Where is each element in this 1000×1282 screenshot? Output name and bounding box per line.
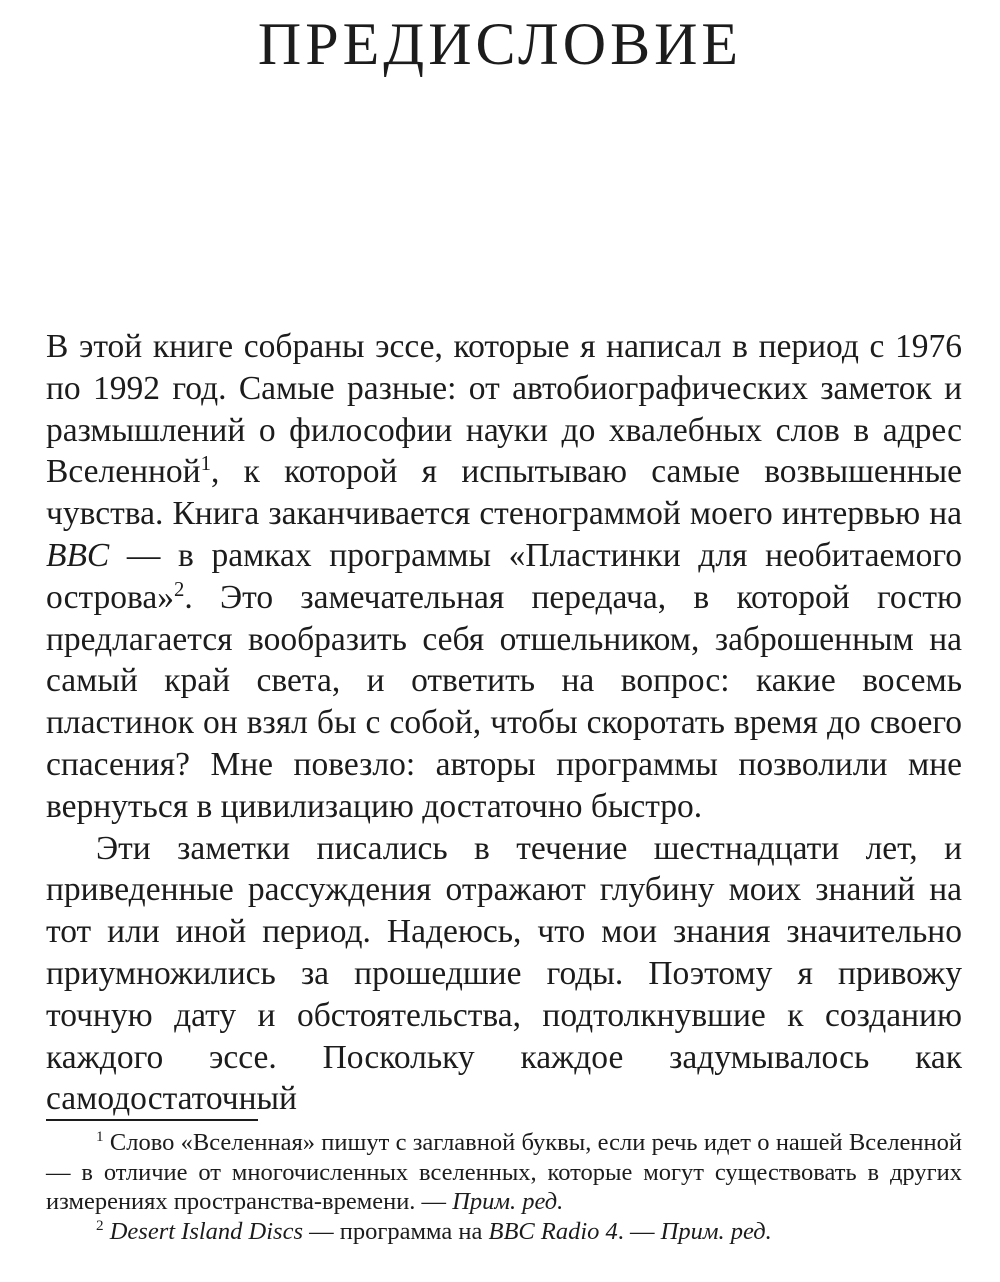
- footnote-1-editor-note: Прим. ред.: [452, 1188, 564, 1215]
- footnote-2-text-mid: — программа на: [302, 1217, 489, 1245]
- paragraph-1-part-4: . Это замечательная передача, в которой гостю предлагается вообразить себя отшельником, заброшенным на самый край света, и ответить на вопрос: какие восемь пластинок он взял бы с собой, чтобы скоротать время до своего спасения? Мне повезло: авторы программы позволили мне вернуться в цивилизацию достаточно быстро.: [46, 578, 962, 825]
- footnote-2-number: 2: [96, 1216, 104, 1234]
- footnote-2-editor-note: Прим. ред.: [660, 1217, 772, 1245]
- footnote-2-station: BBC Radio 4: [488, 1217, 618, 1245]
- paragraph-1-part-1: В этой книге собраны эссе, которые я написал в период с 1976 по 1992 год. Самые разные: от автобиографических заметок и размышлений о философии науки до хвалебных слов в адрес Вселенной: [46, 328, 962, 491]
- footnote-ref-2: 2: [174, 577, 185, 601]
- footnote-2: [46, 1217, 962, 1247]
- chapter-title: ПРЕДИСЛОВИЕ: [257, 11, 743, 77]
- footnote-2-title: Desert Island Discs: [109, 1217, 303, 1245]
- bbc-italic: BBC: [46, 536, 110, 574]
- paragraph-1-part-3: — в рамках программы «Пластинки для необитаемого острова»: [46, 536, 962, 616]
- footnote-1-number: 1: [96, 1127, 104, 1145]
- footnote-2-text-end: . —: [617, 1217, 661, 1245]
- footnote-divider: [46, 1119, 258, 1121]
- footnote-1: [46, 1128, 962, 1217]
- main-text: [46, 326, 962, 1120]
- paragraph-2: Эти заметки писались в течение шестнадцати лет, и приведенные рассуждения отражают глубину моих знаний на тот или иной период. Надеюсь, что мои знания значительно приумножились за прошедшие годы. Поэтому я привожу точную дату и обстоятельства, подтолкнувшие к созданию каждого эссе. Поскольку каждое задумывалось как самодостаточный: [46, 829, 962, 1118]
- footnote-1-text: Слово «Вселенная» пишут с заглавной буквы, если речь идет о нашей Вселенной — в отличие от многочисленных вселенных, которые могут существовать в других измерениях пространства-времени. —: [46, 1129, 962, 1215]
- paragraph-1: [46, 326, 962, 828]
- footnote-ref-1: 1: [200, 452, 212, 476]
- paragraph-1-part-2: , к которой я испытываю самые возвышенные чувства. Книга заканчивается стенограммой моего интервью на: [46, 453, 962, 533]
- footnotes: [46, 1128, 962, 1246]
